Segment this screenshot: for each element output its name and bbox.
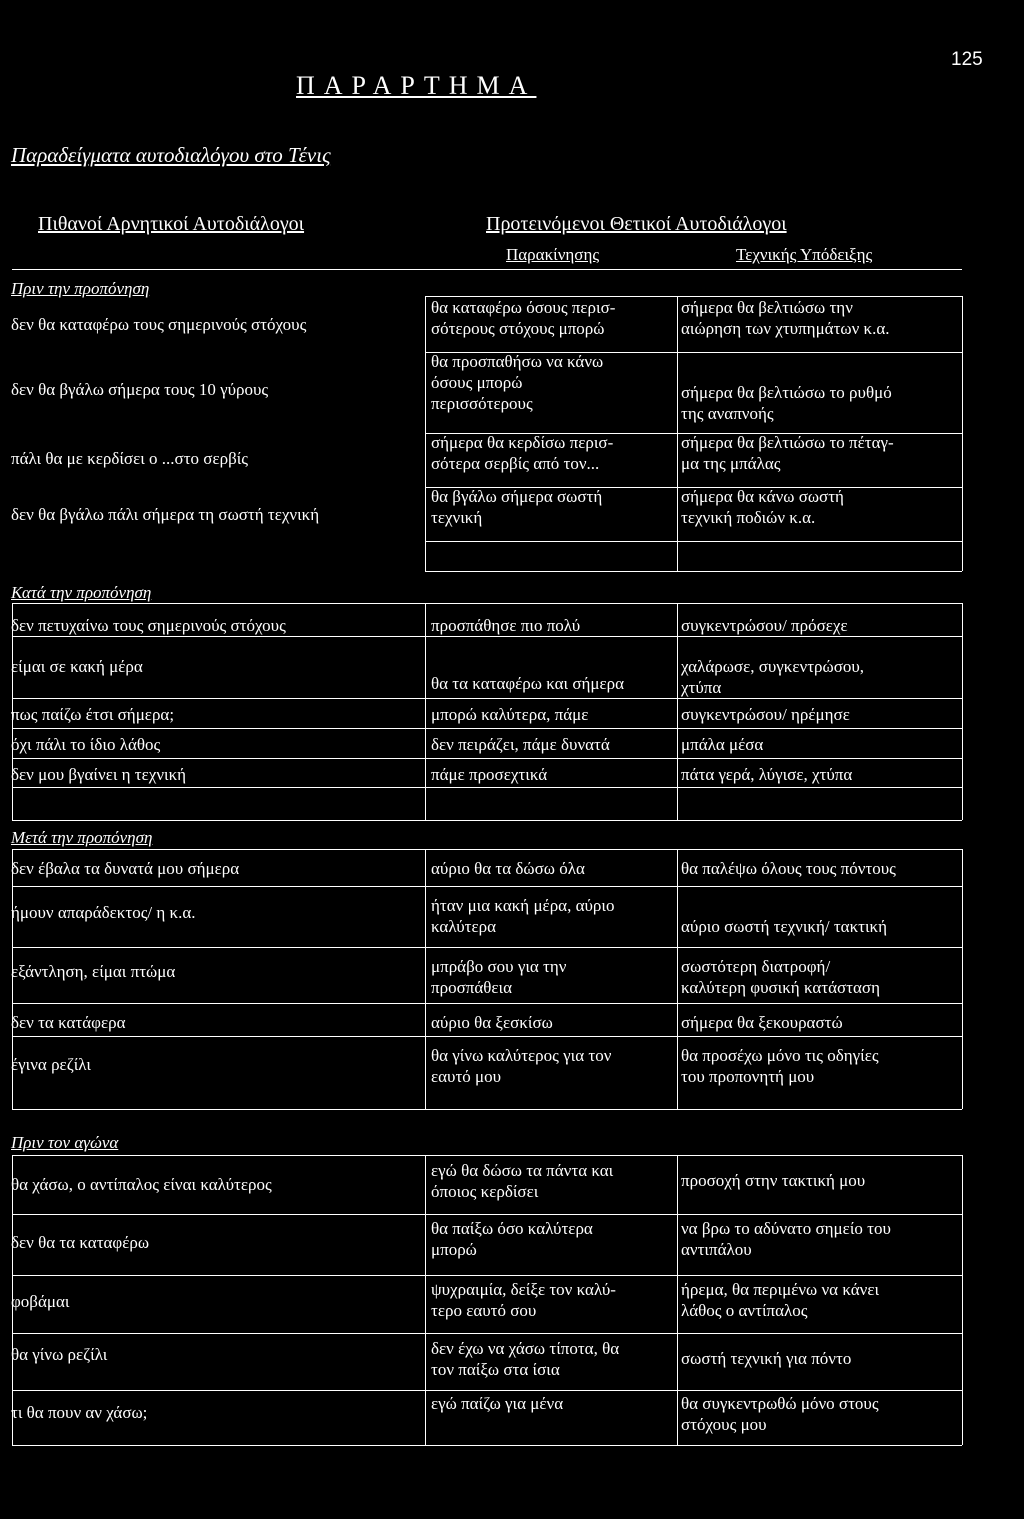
table-row-divider [425, 296, 962, 297]
instruction-self-talk: μπάλα μέσα [681, 735, 764, 754]
negative-self-talk: ήμουν απαράδεκτος/ η κ.α. [11, 903, 196, 922]
section-heading: Κατά την προπόνηση [11, 583, 152, 602]
motivation-self-talk: τον παίξω στα ίσια [431, 1360, 560, 1379]
negative-self-talk: φοβάμαι [11, 1292, 70, 1311]
instruction-self-talk: σήμερα θα βελτιώσω το πέταγ- [681, 433, 894, 452]
table-row-divider [12, 1003, 962, 1004]
table-row-divider [425, 571, 962, 572]
table-row-divider [425, 541, 962, 542]
motivation-self-talk: μπράβο σου για την [431, 957, 567, 976]
table-column-divider [962, 296, 963, 571]
instruction-self-talk: του προπονητή μου [681, 1067, 815, 1086]
motivation-self-talk: θα προσπαθήσω να κάνω [431, 352, 604, 371]
motivation-self-talk: δεν πειράζει, πάμε δυνατά [431, 735, 610, 754]
motivation-self-talk: τεχνική [431, 508, 483, 527]
instruction-subheader: Τεχνικής Υπόδειξης [736, 245, 873, 264]
table-row-divider [12, 886, 962, 887]
table-row-divider [12, 1036, 962, 1037]
section-heading: Πριν την προπόνηση [11, 279, 150, 298]
page-number: 125 [951, 49, 983, 70]
table-row-divider [12, 603, 962, 604]
instruction-self-talk: πάτα γερά, λύγισε, χτύπα [681, 765, 853, 784]
motivation-self-talk: μπορώ [431, 1240, 477, 1259]
instruction-self-talk: της αναπνοής [681, 404, 774, 423]
motivation-self-talk: πάμε προσεχτικά [431, 765, 548, 784]
motivation-self-talk: τερο εαυτό σου [431, 1301, 537, 1320]
negative-self-talk: θα γίνω ρεζίλι [11, 1345, 108, 1364]
table-column-divider [962, 1155, 963, 1445]
table-row-divider [12, 1155, 962, 1156]
negative-self-talk: δεν πετυχαίνω τους σημερινούς στόχους [11, 616, 286, 635]
instruction-self-talk: καλύτερη φυσική κατάσταση [681, 978, 880, 997]
table-row-divider [12, 1109, 962, 1110]
motivation-self-talk: προσπάθησε πιο πολύ [431, 616, 581, 635]
instruction-self-talk: αύριο σωστή τεχνική/ τακτική [681, 917, 887, 936]
motivation-self-talk: εγώ θα δώσω τα πάντα και [431, 1161, 614, 1180]
table-column-divider [425, 1155, 426, 1445]
negative-self-talk: δεν θα βγάλω σήμερα τους 10 γύρους [11, 380, 269, 399]
table-row-divider [12, 820, 962, 821]
table-column-divider [425, 849, 426, 1109]
instruction-self-talk: συγκεντρώσου/ ηρέμησε [681, 705, 850, 724]
table-row-divider [12, 1390, 962, 1391]
instruction-self-talk: σωστότερη διατροφή/ [681, 957, 831, 976]
instruction-self-talk: θα συγκεντρωθώ μόνο στους [681, 1394, 879, 1413]
motivation-self-talk: εγώ παίζω για μένα [431, 1394, 564, 1413]
instruction-self-talk: θα παλέψω όλους τους πόντους [681, 859, 896, 878]
motivation-self-talk: θα παίξω όσο καλύτερα [431, 1219, 593, 1238]
table-row-divider [12, 698, 962, 699]
motivation-self-talk: θα βγάλω σήμερα σωστή [431, 487, 603, 506]
instruction-self-talk: ήρεμα, θα περιμένω να κάνει [681, 1280, 880, 1299]
motivation-self-talk: ήταν μια κακή μέρα, αύριο [431, 896, 615, 915]
negative-self-talk: πάλι θα με κερδίσει ο ...στο σερβίς [11, 449, 249, 468]
negative-self-talk: θα χάσω, ο αντίπαλος είναι καλύτερος [11, 1175, 272, 1194]
instruction-self-talk: στόχους μου [681, 1415, 767, 1434]
table-column-divider [677, 849, 678, 1109]
instruction-self-talk: να βρω το αδύνατο σημείο του [681, 1219, 891, 1238]
negative-self-talk: εξάντληση, είμαι πτώμα [11, 962, 176, 981]
instruction-self-talk: σήμερα θα ξεκουραστώ [681, 1013, 843, 1032]
table-row-divider [12, 758, 962, 759]
negative-column-header: Πιθανοί Αρνητικοί Αυτοδιάλογοι [38, 213, 305, 235]
instruction-self-talk: σήμερα θα βελτιώσω την [681, 298, 853, 317]
table-row-divider [12, 728, 962, 729]
negative-self-talk: δεν μου βγαίνει η τεχνική [11, 765, 187, 784]
motivation-self-talk: καλύτερα [431, 917, 497, 936]
section-heading: Πριν τον αγώνα [11, 1133, 119, 1152]
motivation-subheader: Παρακίνησης [506, 245, 600, 264]
instruction-self-talk: προσοχή στην τακτική μου [681, 1171, 866, 1190]
motivation-self-talk: δεν έχω να χάσω τίποτα, θα [431, 1339, 620, 1358]
negative-self-talk: δεν θα βγάλω πάλι σήμερα τη σωστή τεχνική [11, 505, 320, 524]
negative-self-talk: πως παίζω έτσι σήμερα; [11, 705, 175, 724]
motivation-self-talk: προσπάθεια [431, 978, 512, 997]
instruction-self-talk: θα προσέχω μόνο τις οδηγίες [681, 1046, 879, 1065]
page-title: ΠΑΡΑΡΤΗΜΑ [296, 71, 537, 100]
negative-self-talk: έγινα ρεζίλι [11, 1055, 91, 1074]
instruction-self-talk: αντιπάλου [681, 1240, 752, 1259]
motivation-self-talk: όσους μπορώ [431, 373, 523, 392]
page-subtitle: Παραδείγματα αυτοδιαλόγου στο Τένις [11, 143, 331, 167]
instruction-self-talk: χτύπα [681, 678, 722, 697]
motivation-self-talk: θα γίνω καλύτερος για τον [431, 1046, 612, 1065]
table-row-divider [12, 1333, 962, 1334]
instruction-self-talk: τεχνική ποδιών κ.α. [681, 508, 816, 527]
motivation-self-talk: θα καταφέρω όσους περισ- [431, 298, 616, 317]
instruction-self-talk: συγκεντρώσου/ πρόσεχε [681, 616, 848, 635]
motivation-self-talk: αύριο θα ξεσκίσω [431, 1013, 553, 1032]
instruction-self-talk: αιώρηση των χτυπημάτων κ.α. [681, 319, 890, 338]
motivation-self-talk: σότερα σερβίς από τον... [431, 454, 600, 473]
motivation-self-talk: αύριο θα τα δώσω όλα [431, 859, 585, 878]
motivation-self-talk: εαυτό μου [431, 1067, 502, 1086]
motivation-self-talk: σότερους στόχους μπορώ [431, 319, 605, 338]
instruction-self-talk: λάθος ο αντίπαλος [681, 1301, 808, 1320]
negative-self-talk: τι θα πουν αν χάσω; [11, 1403, 148, 1422]
table-row-divider [12, 1214, 962, 1215]
section-heading: Μετά την προπόνηση [11, 828, 153, 847]
instruction-self-talk: σήμερα θα βελτιώσω το ρυθμό [681, 383, 892, 402]
table-row-divider [12, 849, 962, 850]
motivation-self-talk: θα τα καταφέρω και σήμερα [431, 674, 625, 693]
table-row-divider [12, 787, 962, 788]
table-column-divider [962, 603, 963, 820]
negative-self-talk: είμαι σε κακή μέρα [11, 657, 143, 676]
table-column-divider [962, 849, 963, 1109]
negative-self-talk: όχι πάλι το ίδιο λάθος [11, 735, 161, 754]
motivation-self-talk: ψυχραιμία, δείξε τον καλύ- [431, 1280, 616, 1299]
table-rule [12, 269, 962, 270]
negative-self-talk: δεν έβαλα τα δυνατά μου σήμερα [11, 859, 240, 878]
table-row-divider [12, 1445, 962, 1446]
table-row-divider [12, 947, 962, 948]
motivation-self-talk: μπορώ καλύτερα, πάμε [431, 705, 589, 724]
instruction-self-talk: σωστή τεχνική για πόντο [681, 1349, 852, 1368]
negative-self-talk: δεν θα τα καταφέρω [11, 1233, 150, 1252]
motivation-self-talk: όποιος κερδίσει [431, 1182, 539, 1201]
instruction-self-talk: σήμερα θα κάνω σωστή [681, 487, 844, 506]
instruction-self-talk: μα της μπάλας [681, 454, 781, 473]
negative-self-talk: δεν θα καταφέρω τους σημερινούς στόχους [11, 315, 307, 334]
instruction-self-talk: χαλάρωσε, συγκεντρώσου, [681, 657, 865, 676]
table-column-divider [677, 1155, 678, 1445]
motivation-self-talk: σήμερα θα κερδίσω περισ- [431, 433, 614, 452]
negative-self-talk: δεν τα κατάφερα [11, 1013, 126, 1032]
motivation-self-talk: περισσότερους [431, 394, 533, 413]
table-row-divider [12, 1275, 962, 1276]
positive-column-header: Προτεινόμενοι Θετικοί Αυτοδιάλογοι [486, 213, 787, 235]
